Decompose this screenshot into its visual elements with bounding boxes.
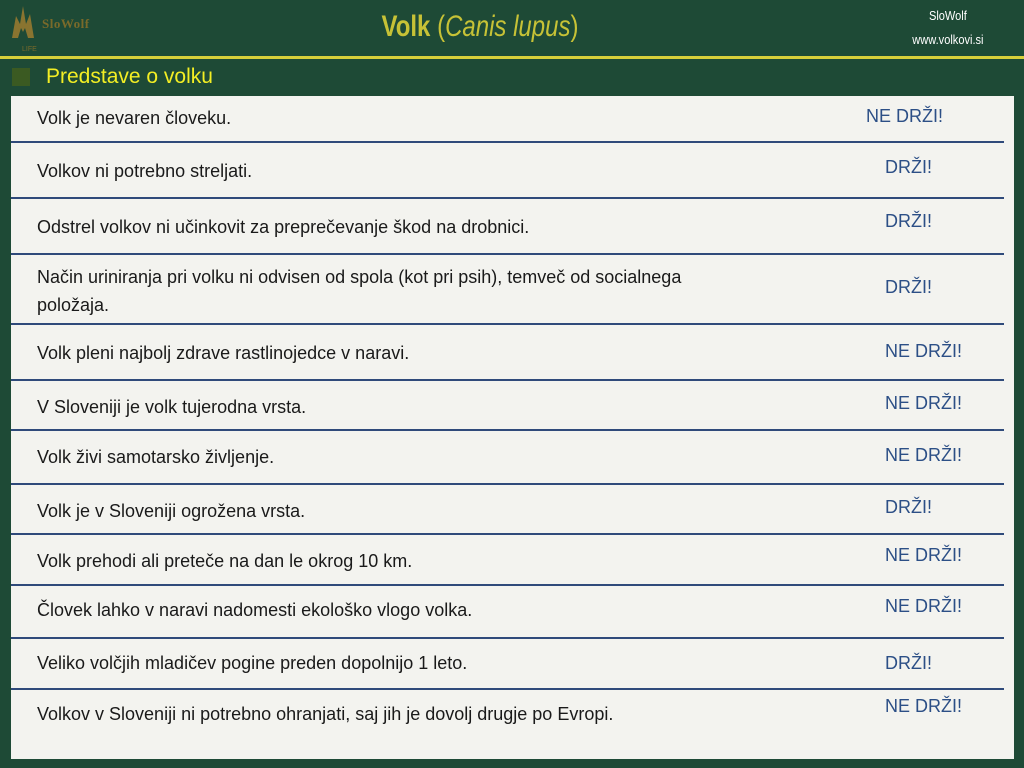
verdict-label: NE DRŽI! <box>866 106 944 126</box>
verdict-label: DRŽI! <box>885 277 932 297</box>
statement-text: Veliko volčjih mladičev pogine preden dopolnijo 1 leto. <box>37 653 468 673</box>
wolf-flame-icon <box>8 2 38 42</box>
verdict-label: NE DRŽI! <box>885 596 963 616</box>
row-divider <box>11 429 1004 431</box>
brand-url[interactable]: www.volkovi.si <box>912 32 984 47</box>
logo-text: SloWolf <box>42 16 90 31</box>
row-divider <box>11 323 1004 325</box>
title-open-paren: ( <box>430 10 446 43</box>
statement-row <box>11 96 1014 142</box>
row-divider <box>11 253 1004 255</box>
statement-text: Volkov v Sloveniji ni potrebno ohranjati, saj jih je dovolj drugje po Evropi. <box>37 704 614 724</box>
section-heading <box>12 62 213 92</box>
row-divider <box>11 637 1004 639</box>
verdict-label: DRŽI! <box>885 497 932 517</box>
row-divider <box>11 584 1004 586</box>
title-main: Volk <box>381 10 431 43</box>
verdict-label: NE DRŽI! <box>885 341 963 361</box>
statement-text: V Sloveniji je volk tujerodna vrsta. <box>37 397 307 417</box>
page-title <box>96 10 864 44</box>
square-bullet-icon <box>12 68 30 86</box>
row-divider <box>11 379 1004 381</box>
verdict-label: NE DRŽI! <box>885 393 963 413</box>
row-divider <box>11 483 1004 485</box>
statement-text: Volk živi samotarsko življenje. <box>37 447 275 467</box>
row-divider <box>11 688 1004 690</box>
verdict-label: NE DRŽI! <box>885 696 963 716</box>
verdict-label: DRŽI! <box>885 211 932 231</box>
statement-text: Volkov ni potrebno streljati. <box>37 161 253 181</box>
row-divider <box>11 197 1004 199</box>
verdict-label: DRŽI! <box>885 157 932 177</box>
row-divider <box>11 141 1004 143</box>
statement-text: Človek lahko v naravi nadomesti ekološko vlogo volka. <box>37 600 473 620</box>
statement-text: Način uriniranja pri volku ni odvisen od spola (kot pri psih), temveč od socialnega položaja. <box>37 267 682 315</box>
statement-text: Odstrel volkov ni učinkovit za preprečevanje škod na drobnici. <box>37 217 530 237</box>
statement-text: Volk je v Sloveniji ogrožena vrsta. <box>37 501 306 521</box>
header-accent-line <box>0 56 1024 59</box>
verdict-label: DRŽI! <box>885 653 932 673</box>
brand-name: SloWolf <box>929 8 968 23</box>
statement-text: Volk prehodi ali preteče na dan le okrog 10 km. <box>37 551 413 571</box>
statements-panel <box>11 96 1014 759</box>
row-divider <box>11 533 1004 535</box>
statement-text: Volk pleni najbolj zdrave rastlinojedce v naravi. <box>37 343 410 363</box>
header-bar <box>0 0 1024 56</box>
title-latin: Canis lupus <box>445 10 571 43</box>
title-close-paren: ) <box>570 10 579 43</box>
brand-block <box>906 4 990 52</box>
verdict-label: NE DRŽI! <box>885 545 963 565</box>
verdict-label: NE DRŽI! <box>885 445 963 465</box>
section-title: Predstave o volku <box>46 65 213 88</box>
statement-text: Volk je nevaren človeku. <box>37 108 232 128</box>
logo-small-text: LIFE <box>22 46 37 53</box>
